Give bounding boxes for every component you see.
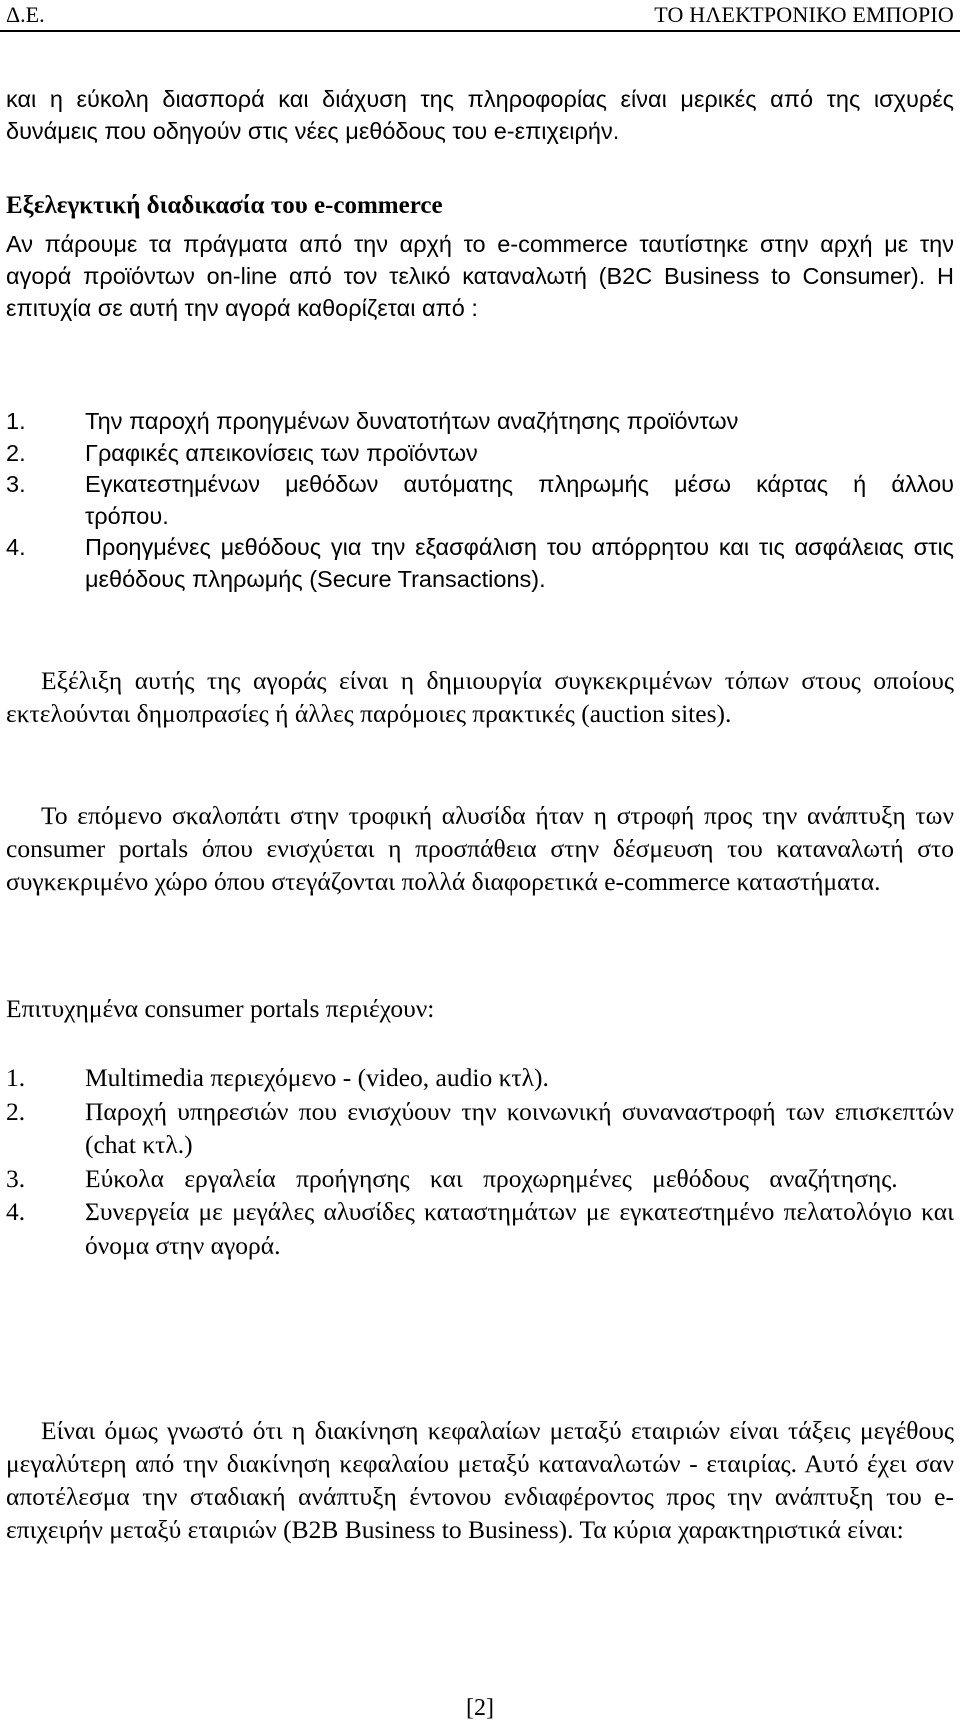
list-item-number: 4.: [6, 534, 26, 560]
list-item-number: 3.: [6, 1163, 26, 1193]
list-item: [6, 1162, 954, 1196]
section-heading: Εξελεγκτική διαδικασία του e-commerce: [6, 192, 443, 219]
list-item: [6, 1061, 954, 1095]
list-item-text: Συνεργεία με μεγάλες αλυσίδες καταστημάτων με εγκατεστημένο πελατολόγιο και όνομα στην αγορά.: [85, 1197, 954, 1260]
intro-paragraph: και η εύκολη διασπορά και διάχυση της πληροφορίας είναι μερικές από της ισχυρές δυνάμεις που οδηγούν στις νέες μεθόδους του e-επιχειρήν.: [6, 86, 954, 144]
list-item-number: 4.: [6, 1197, 26, 1226]
portals-intro: Επιτυχημένα consumer portals περιέχουν:: [6, 994, 435, 1023]
success-factors-list: [6, 406, 954, 595]
list-item: [6, 1095, 954, 1162]
header-title: ΤΟ ΗΛΕΚΤΡΟΝΙΚΟ ΕΜΠΟΡΙΟ: [654, 2, 954, 27]
list-item-number: 3.: [6, 471, 26, 497]
page-header: [0, 0, 960, 32]
list-item-number: 1.: [6, 408, 26, 434]
list-item-number: 2.: [6, 1096, 26, 1126]
b2b-paragraph: Είναι όμως γνωστό ότι η διακίνηση κεφαλαίων μεταξύ εταιριών είναι τάξεις μεγέθους μεγαλύτερη από την διακίνηση κεφαλαίου μεταξύ καταναλωτών - εταιρίας. Αυτό έχει σαν αποτέλεσμα την σταδιακή ανάπτυξη έντονου ενδιαφέροντος προς την ανάπτυξη του e- επιχειρήν μεταξύ εταιριών (B2B Business to Business). Τα κύρια χαρακτηριστικά είναι:: [6, 1416, 954, 1544]
list-item-text: Γραφικές απεικονίσεις των προϊόντων: [85, 439, 478, 466]
header-author: Δ.Ε.: [6, 2, 45, 27]
ecommerce-paragraph: Αν πάρουμε τα πράγματα από την αρχή το e-commerce ταυτίστηκε στην αρχή με την αγορά προϊόντων on-line από τον τελικό καταναλωτή (B2C Business to Consumer). Η επιτυχία σε αυτή την αγορά καθορίζεται από :: [6, 231, 954, 321]
list-item-text: Multimedia περιεχόμενο - (video, audio κτλ).: [85, 1063, 549, 1092]
portal-features-list: [6, 1061, 954, 1262]
list-item: [6, 532, 954, 595]
list-item: [6, 406, 954, 438]
list-item: [6, 438, 954, 470]
list-item-text: Παροχή υπηρεσιών που ενισχύουν την κοινωνική συναναστροφή των επισκεπτών (chat κτλ.): [85, 1096, 954, 1159]
next-step-paragraph: Το επόμενο σκαλοπάτι στην τροφική αλυσίδα ήταν η στροφή προς την ανάπτυξη των consumer portals όπου ενισχύεται η προσπάθεια στην δέσμευση του καταναλωτή στο συγκεκριμένο χώρο όπου στεγάζονται πολλά διαφορετικά e-commerce καταστήματα.: [6, 801, 954, 896]
list-item-text: Προηγμένες μεθόδους για την εξασφάλιση του απόρρητου και τις ασφάλειας στις μεθόδους πληρωμής (Secure Transactions).: [85, 534, 954, 592]
page-number: [2]: [466, 1695, 494, 1721]
list-item: [6, 1195, 954, 1262]
list-item-number: 1.: [6, 1063, 26, 1092]
list-item-number: 2.: [6, 439, 26, 466]
list-item-text: Εγκατεστημένων μεθόδων αυτόματης πληρωμής μέσω κάρτας ή άλλου τρόπου.: [85, 471, 954, 529]
list-item-text: Την παροχή προηγμένων δυνατοτήτων αναζήτησης προϊόντων: [85, 408, 739, 434]
list-item-text: Εύκολα εργαλεία προήγησης και προχωρημένες μεθόδους αναζήτησης.: [85, 1163, 898, 1193]
evolution-paragraph: Εξέλιξη αυτής της αγοράς είναι η δημιουργία συγκεκριμένων τόπων στους οποίους εκτελούνται δημοπρασίες ή άλλες παρόμοιες πρακτικές (auction sites).: [6, 666, 954, 728]
list-item: [6, 469, 954, 532]
